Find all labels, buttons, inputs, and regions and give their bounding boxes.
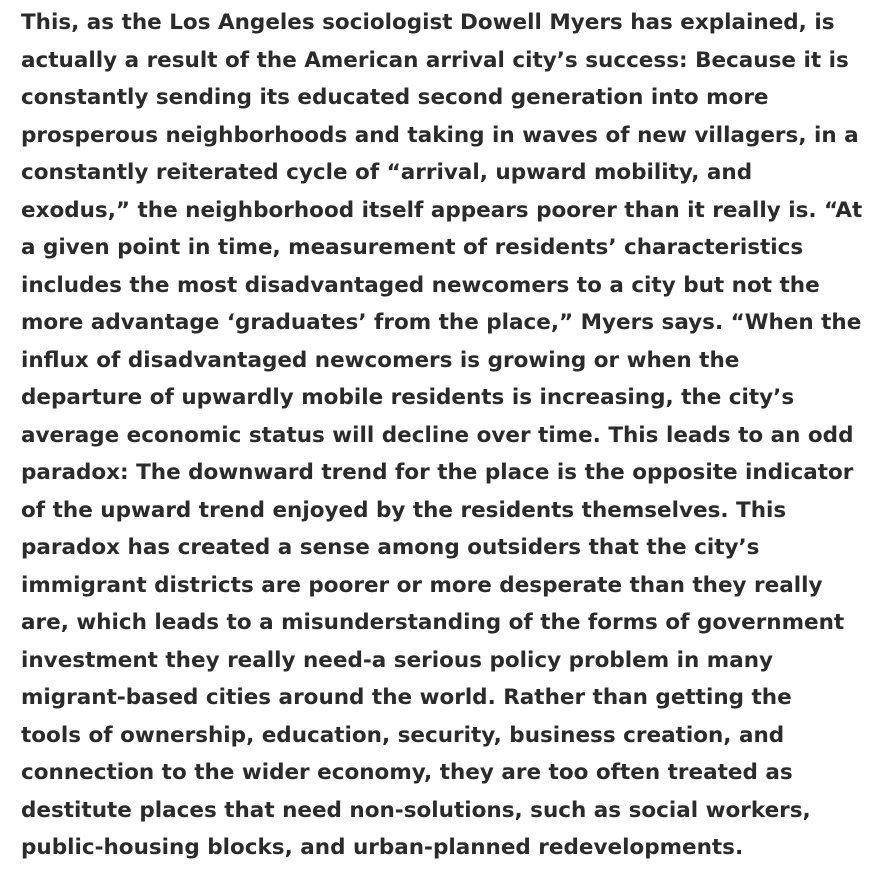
text-line: constantly reiterated cycle of “arrival, upward mobility, and — [21, 160, 753, 185]
text-line: connection to the wider economy, they are too often treated as — [21, 760, 793, 785]
text-line: paradox: The downward trend for the place is the opposite indicator — [21, 460, 854, 485]
text-line: includes the most disadvantaged newcomers to a city but not the — [21, 272, 820, 298]
text-line: influx of disadvantaged newcomers is growing or when the — [21, 347, 740, 373]
text-line: prosperous neighborhoods and taking in waves of new villagers, in a — [21, 122, 859, 148]
text-line: destitute places that need non-solutions, such as social workers, — [21, 797, 811, 823]
text-line: of the upward trend enjoyed by the residents themselves. This — [21, 497, 787, 523]
text-line: tools of ownership, education, security, business creation, and — [21, 722, 785, 748]
text-line: public-housing blocks, and urban-planned redevelopments. — [21, 835, 744, 860]
text-line: actually a result of the American arrival city’s success: Because it is — [21, 47, 849, 73]
text-line: departure of upwardly mobile residents is increasing, the city’s — [21, 385, 795, 410]
text-line: immigrant districts are poorer or more desperate than they really — [21, 572, 823, 598]
text-line: This, as the Los Angeles sociologist Dowell Myers has explained, is — [21, 10, 835, 35]
text-line: constantly sending its educated second generation into more — [21, 85, 769, 110]
text-line: a given point in time, measurement of residents’ characteristics — [21, 235, 804, 260]
text-line: exodus,” the neighborhood itself appears poorer than it really is. “At — [21, 197, 863, 223]
text-line: are, which leads to a misunderstanding of the forms of government — [21, 610, 845, 635]
text-line: migrant-based cities around the world. Rather than getting the — [21, 685, 792, 710]
text-line: investment they really need-a serious policy problem in many — [21, 647, 774, 673]
text-line: more advantage ‘graduates’ from the place,” Myers says. “When the — [21, 310, 862, 335]
text-line: paradox has created a sense among outsiders that the city’s — [21, 535, 760, 560]
body-paragraph — [21, 4, 867, 867]
text-line: average economic status will decline over time. This leads to an odd — [21, 422, 854, 448]
